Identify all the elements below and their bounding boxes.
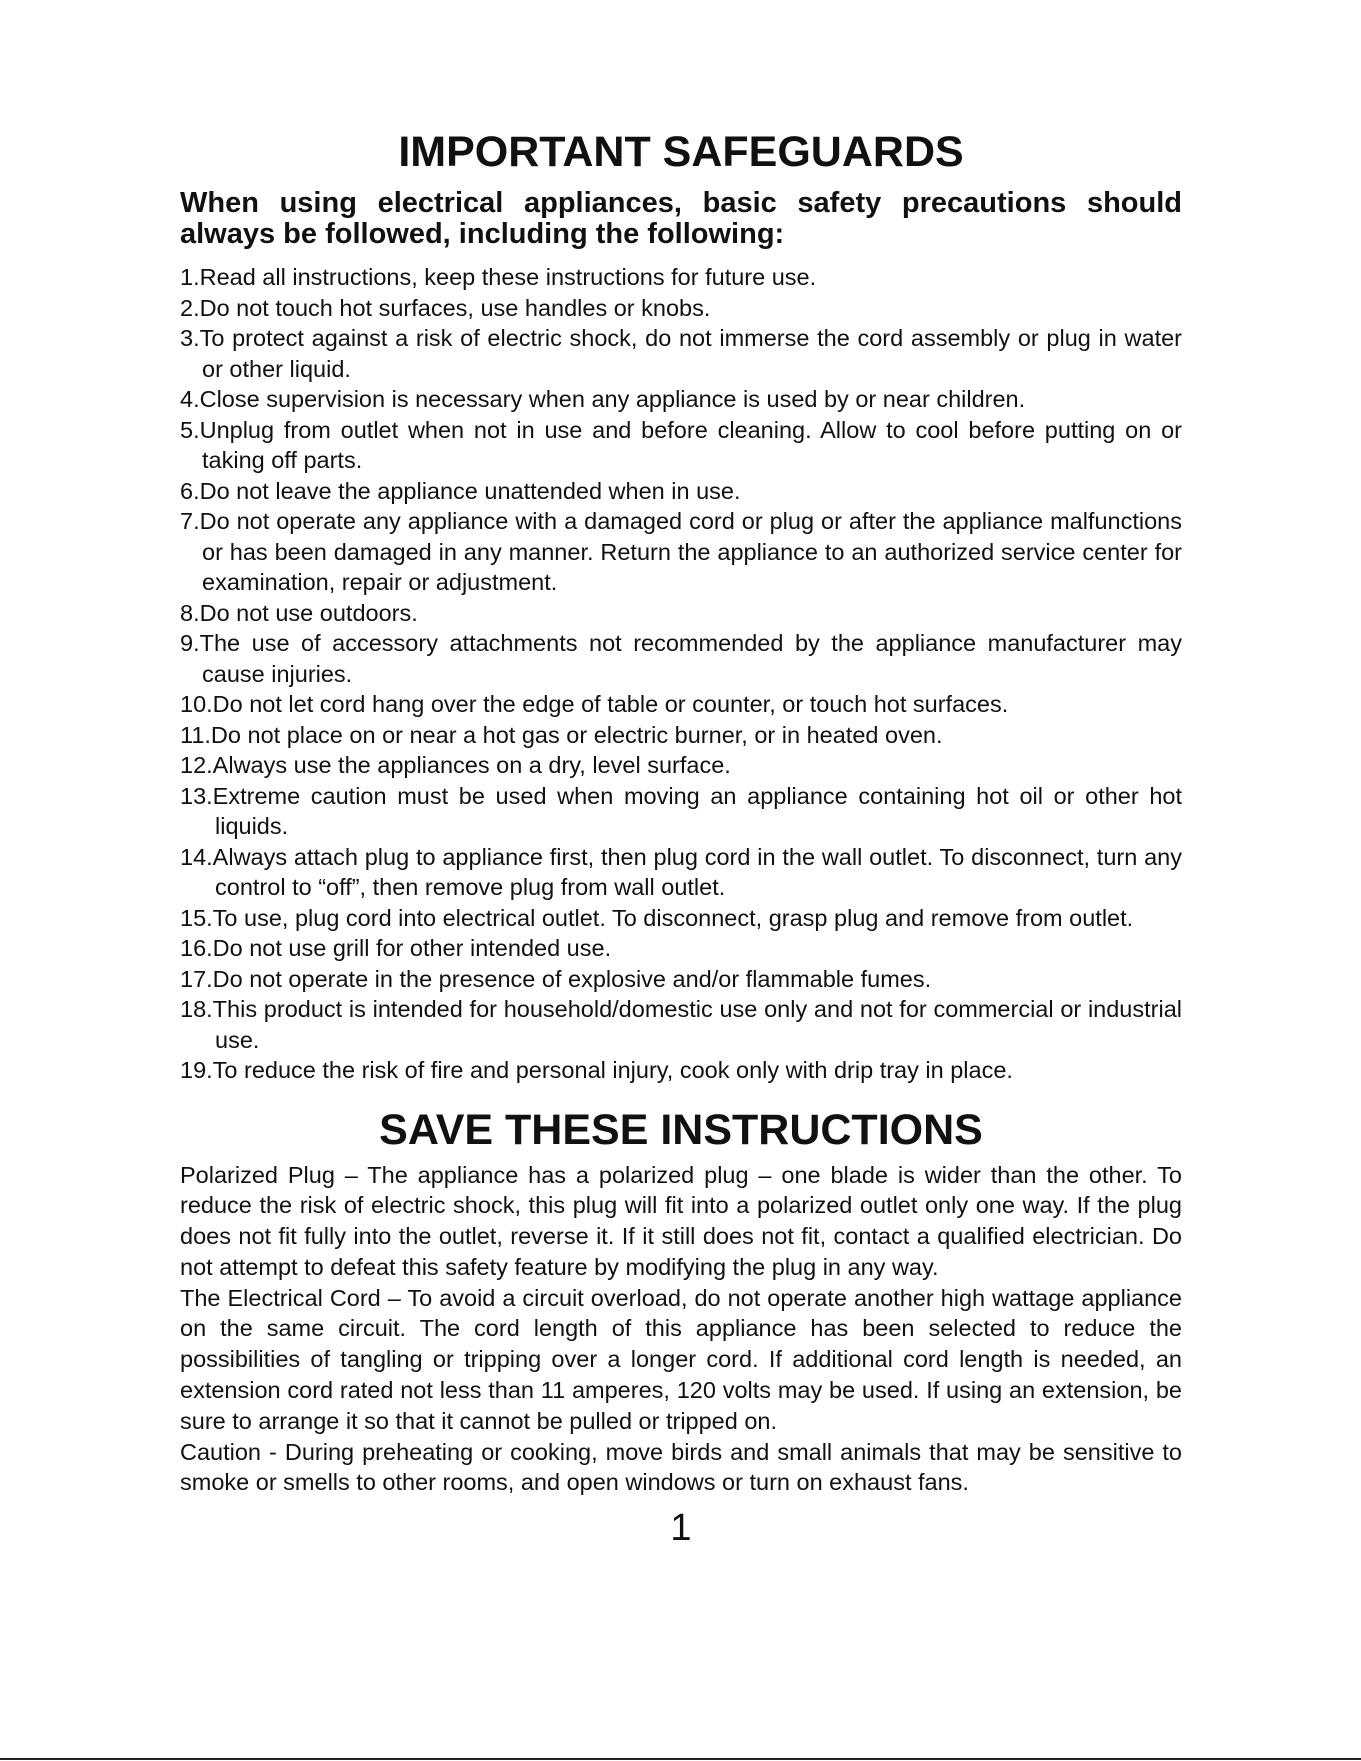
list-item: 19.To reduce the risk of fire and personal injury, cook only with drip tray in place. [180, 1057, 1013, 1083]
list-item: 4.Close supervision is necessary when any appliance is used by or near children. [180, 386, 1026, 412]
list-item: 18.This product is intended for household/domestic use only and not for commercial or industrial use. [180, 996, 1182, 1053]
list-item: 7.Do not operate any appliance with a damaged cord or plug or after the appliance malfunctions or has been damaged in any manner. Return the appliance to an authorized service center for examination, repair or adjustment. [180, 508, 1182, 595]
safeguards-list [180, 262, 1182, 1086]
list-item: 3.To protect against a risk of electric shock, do not immerse the cord assembly or plug in water or other liquid. [180, 325, 1182, 382]
list-item: 13.Extreme caution must be used when moving an appliance containing hot oil or other hot liquids. [180, 782, 1182, 839]
page-title: IMPORTANT SAFEGUARDS [398, 128, 964, 176]
list-item: 8.Do not use outdoors. [180, 599, 418, 626]
caution-paragraph: Caution - During preheating or cooking, move birds and small animals that may be sensitive to smoke or smells to other rooms, and open windows or turn on exhaust fans. [180, 1438, 1182, 1496]
polarized-plug-paragraph: Polarized Plug – The appliance has a polarized plug – one blade is wider than the other. To reduce the risk of electric shock, this plug will fit into a polarized outlet only one way. If the plug does not fit fully into the outlet, reverse it. If it still does not fit, contact a qualified electrician. Do not attempt to defeat this safety feature by modifying the plug in any way. [180, 1161, 1182, 1280]
list-item: 5.Unplug from outlet when not in use and before cleaning. Allow to cool before putting on or taking off parts. [180, 416, 1182, 473]
list-item: 10.Do not let cord hang over the edge of table or counter, or touch hot surfaces. [180, 691, 1009, 717]
list-item: 16.Do not use grill for other intended use. [180, 935, 612, 961]
list-item: 11.Do not place on or near a hot gas or electric burner, or in heated oven. [180, 721, 943, 748]
electrical-cord-paragraph: The Electrical Cord – To avoid a circuit overload, do not operate another high wattage appliance on the same circuit. The cord length of this appliance has been selected to reduce the possibilities of tangling or tripping over a longer cord. If additional cord length is needed, an extension cord rated not less than 11 amperes, 120 volts may be used. If using an extension, be sure to arrange it so that it cannot be pulled or tripped on. [180, 1284, 1182, 1434]
list-item: 6.Do not leave the appliance unattended when in use. [180, 477, 741, 504]
page-number: 1 [670, 1507, 692, 1550]
list-item: 2.Do not touch hot surfaces, use handles or knobs. [180, 294, 711, 321]
document-page [180, 126, 1182, 1550]
list-item: 17.Do not operate in the presence of explosive and/or flammable fumes. [180, 965, 932, 992]
list-item: 12.Always use the appliances on a dry, level surface. [180, 752, 731, 778]
save-instructions-heading: SAVE THESE INSTRUCTIONS [379, 1105, 983, 1154]
list-item: 1.Read all instructions, keep these instructions for future use. [180, 264, 817, 290]
list-item: 15.To use, plug cord into electrical outlet. To disconnect, grasp plug and remove from outlet. [180, 904, 1134, 931]
list-item: 14.Always attach plug to appliance first, then plug cord in the wall outlet. To disconnect, turn any control to “off”, then remove plug from wall outlet. [180, 843, 1182, 900]
bottom-edge-rule [0, 1758, 1361, 1760]
list-item: 9.The use of accessory attachments not recommended by the appliance manufacturer may cause injuries. [180, 630, 1182, 687]
intro-text: When using electrical appliances, basic safety precautions should always be followed, including the following: [180, 187, 1182, 250]
